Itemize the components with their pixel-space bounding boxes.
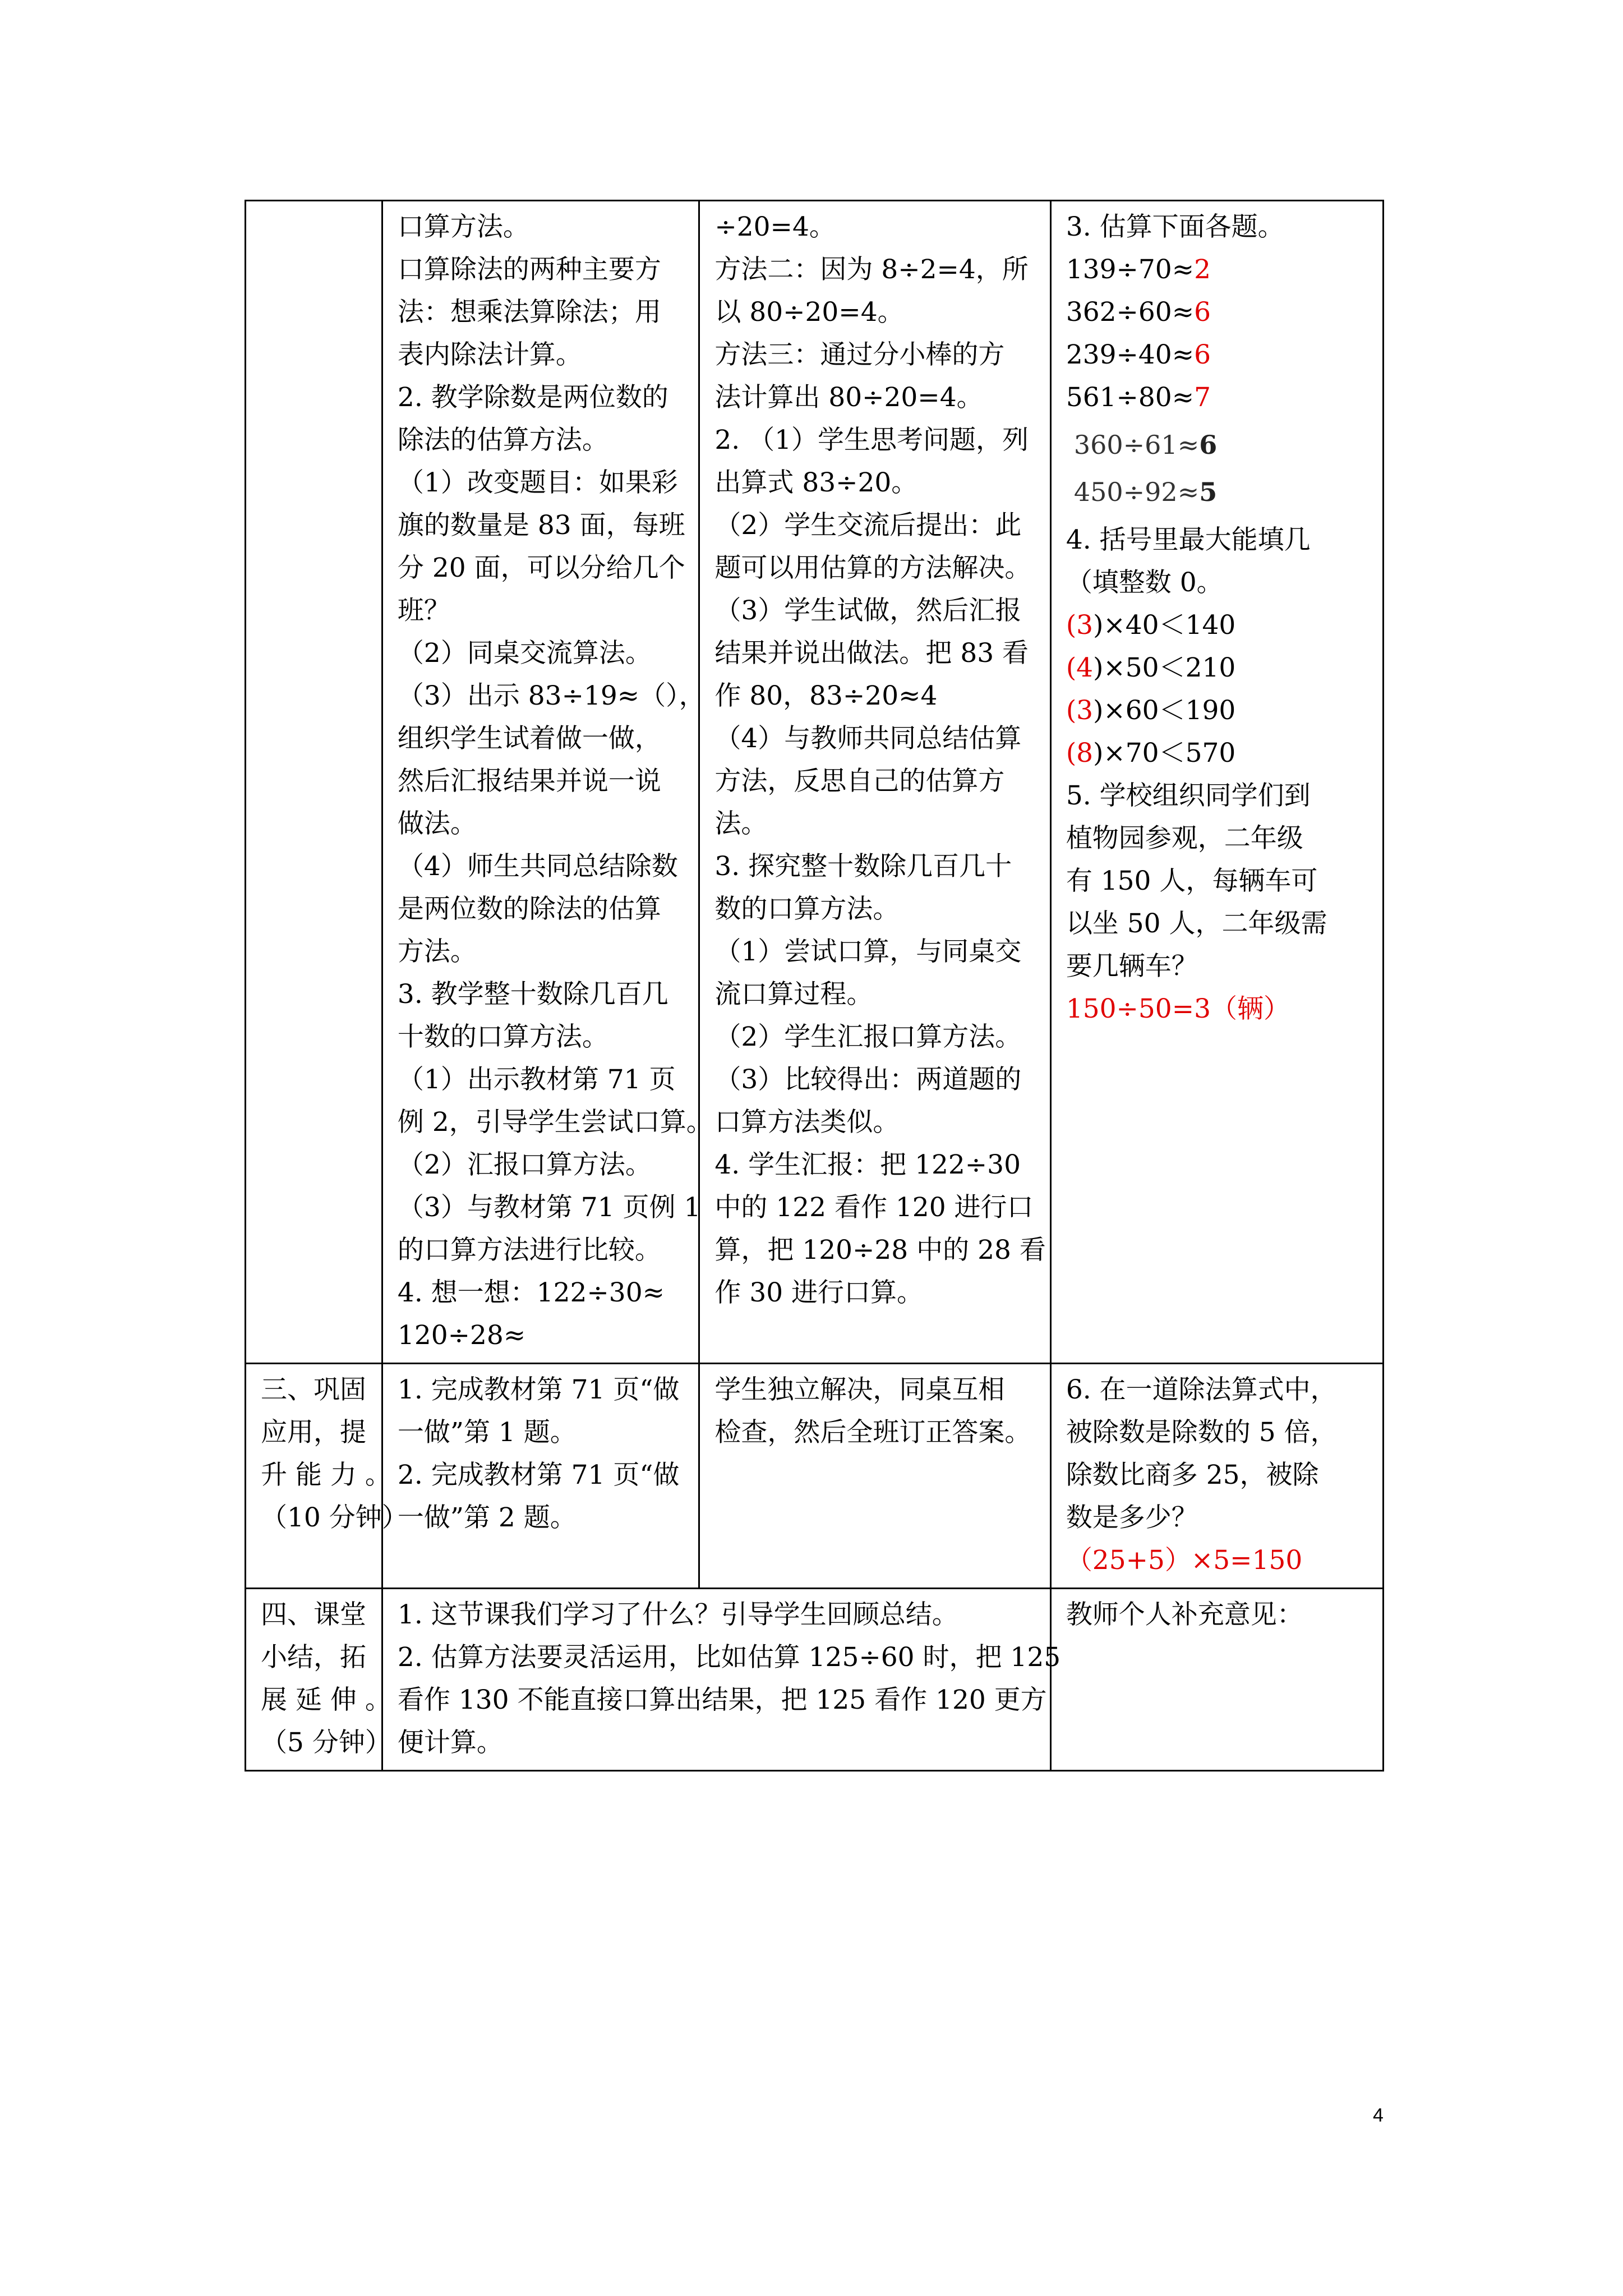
- text-line: 做法。: [397, 808, 477, 839]
- exercise-6-answer: （25+5）×5=150: [1066, 1545, 1303, 1576]
- text-line: （2）学生汇报口算方法。: [714, 1022, 1022, 1052]
- estimate-figure: [1066, 421, 1372, 516]
- text-line: 方法。: [397, 936, 477, 967]
- text-line: （2）汇报口算方法。: [397, 1149, 652, 1180]
- text-line: 流口算过程。: [714, 979, 873, 1010]
- text-line: 3. 教学整十数除几百几: [397, 979, 668, 1010]
- text-line: 检查，然后全班订正答案。: [714, 1417, 1031, 1448]
- estimate-item: 239÷40≈6: [1066, 339, 1211, 370]
- text-line: 以坐 50 人，二年级需: [1066, 908, 1327, 939]
- text-line: 表内除法计算。: [397, 339, 582, 370]
- text-line: 以 80÷20=4。: [714, 297, 904, 328]
- text-line: 旗的数量是 83 面，每班: [397, 510, 685, 541]
- text-line: 5. 学校组织同学们到: [1066, 780, 1311, 811]
- text-line: 三、巩固: [261, 1374, 366, 1405]
- text-line: 被除数是除数的 5 倍，: [1066, 1417, 1337, 1448]
- text-line: 例 2，引导学生尝试口算。: [397, 1107, 713, 1138]
- text-line: （1）尝试口算，与同桌交: [714, 936, 1022, 967]
- text-line: 升 能 力 。: [261, 1460, 391, 1490]
- text-line: 应用，提: [261, 1417, 366, 1448]
- table-row: [246, 1364, 1384, 1589]
- stage-cell: [246, 1589, 391, 1771]
- teacher-activity-cell: [382, 1364, 699, 1589]
- exercise-6-text: [1066, 1369, 1372, 1539]
- text-line: 要几辆车？: [1066, 951, 1198, 982]
- text-line: 除法的估算方法。: [397, 425, 608, 455]
- text-line: 结果并说出做法。把 83 看: [714, 638, 1029, 669]
- text-line: 中的 122 看作 120 进行口: [714, 1192, 1034, 1223]
- stage-cell: [246, 1364, 408, 1589]
- text-line: 题可以用估算的方法解决。: [714, 553, 1031, 583]
- text-line: 6. 在一道除法算式中，: [1066, 1374, 1337, 1405]
- text-line: 然后汇报结果并说一说: [397, 766, 661, 797]
- text-line: 4. 想一想：122÷30≈: [397, 1277, 665, 1308]
- text-line: 植物园参观，二年级: [1066, 823, 1303, 854]
- text-line: 2. （1）学生思考问题，列: [714, 425, 1029, 455]
- text-line: 教师个人补充意见：: [1066, 1599, 1303, 1630]
- text-line: 法：想乘法算除法；用: [397, 297, 661, 328]
- text-line: （10 分钟）: [261, 1502, 408, 1533]
- text-line: 除数比商多 25，被除: [1066, 1460, 1319, 1490]
- text-line: 3. 探究整十数除几百几十: [714, 851, 1012, 882]
- exercise-4-subtitle: （填整数 0。: [1066, 567, 1223, 598]
- text-line: 分 20 面，可以分给几个: [397, 553, 685, 583]
- text-line: 1. 这节课我们学习了什么？引导学生回顾总结。: [397, 1599, 958, 1630]
- fill-item: (8)×70＜570: [1066, 738, 1236, 769]
- text-line: 方法三：通过分小棒的方: [714, 339, 1005, 370]
- text-line: 小结，拓: [261, 1642, 366, 1673]
- design-exercise-cell: [1050, 1364, 1383, 1589]
- summary-cell: [382, 1589, 1061, 1771]
- answer-text: 2: [1194, 254, 1211, 285]
- answer-text: 6: [1194, 339, 1211, 370]
- exercise-3-items: [1066, 249, 1372, 419]
- text-line: 方法，反思自己的估算方: [714, 766, 1005, 797]
- text-line: （3）比较得出：两道题的: [714, 1064, 1022, 1095]
- estimate-item: 362÷60≈6: [1066, 297, 1211, 328]
- text-line: （2）同桌交流算法。: [397, 638, 652, 669]
- text-line: （1）出示教材第 71 页: [397, 1064, 676, 1095]
- figure-line: 450÷92≈5: [1073, 477, 1218, 507]
- fill-item: (3)×40＜140: [1066, 610, 1236, 641]
- student-activity-cell: [699, 201, 1050, 1364]
- text-line: 十数的口算方法。: [397, 1022, 608, 1052]
- text-line: （3）与教材第 71 页例 1: [397, 1192, 701, 1223]
- student-activity-cell: [699, 1364, 1050, 1589]
- text-line: 出算式 83÷20。: [714, 467, 918, 498]
- text-line: 口算方法。: [397, 211, 529, 242]
- text-line: （3）出示 83÷19≈（），: [397, 680, 706, 711]
- text-line: 4. 学生汇报：把 122÷30: [714, 1149, 1021, 1180]
- answer-text: 6: [1194, 297, 1211, 328]
- exercise-5-answer: 150÷50=3（辆）: [1066, 993, 1290, 1024]
- text-line: 班？: [397, 595, 450, 626]
- estimate-item: 139÷70≈2: [1066, 254, 1211, 285]
- text-line: 学生独立解决，同桌互相: [714, 1374, 1005, 1405]
- text-line: 120÷28≈: [397, 1320, 526, 1351]
- text-line: 2. 教学除数是两位数的: [397, 382, 668, 413]
- text-line: 一做”第 2 题。: [397, 1502, 577, 1533]
- lesson-plan-table: [245, 200, 1384, 1772]
- page-number: 4: [1373, 2105, 1384, 2126]
- text-line: 看作 130 不能直接口算出结果，把 125 看作 120 更方: [397, 1685, 1047, 1715]
- text-line: （1）改变题目：如果彩: [397, 467, 678, 498]
- text-line: 1. 完成教材第 71 页“做: [397, 1374, 680, 1405]
- figure-line: 360÷61≈6: [1073, 430, 1218, 460]
- text-line: 2. 估算方法要灵活运用，比如估算 125÷60 时，把 125: [397, 1642, 1061, 1673]
- text-line: 一做”第 1 题。: [397, 1417, 577, 1448]
- exercise-4-title: 4. 括号里最大能填几: [1066, 524, 1311, 555]
- fill-item: (4)×50＜210: [1066, 652, 1236, 683]
- text-line: 方法二：因为 8÷2=4，所: [714, 254, 1029, 285]
- text-line: 展 延 伸 。: [261, 1685, 391, 1715]
- text-line: 是两位数的除法的估算: [397, 894, 661, 924]
- text-line: 算，把 120÷28 中的 28 看: [714, 1235, 1046, 1266]
- text-line: （4）与教师共同总结估算: [714, 723, 1022, 754]
- text-line: 有 150 人，每辆车可: [1066, 866, 1318, 896]
- text-line: 便计算。: [397, 1727, 503, 1758]
- text-line: 作 80，83÷20≈4: [714, 680, 938, 711]
- text-line: （5 分钟）: [261, 1727, 391, 1758]
- text-line: （2）学生交流后提出：此: [714, 510, 1022, 541]
- text-line: 数的口算方法。: [714, 894, 900, 924]
- text-line: 口算方法类似。: [714, 1107, 900, 1138]
- text-line: 组织学生试着做一做，: [397, 723, 661, 754]
- text-line: 数是多少？: [1066, 1502, 1198, 1533]
- text-line: 的口算方法进行比较。: [397, 1235, 661, 1266]
- text-line: （4）师生共同总结除数: [397, 851, 678, 882]
- text-line: 四、课堂: [261, 1599, 366, 1630]
- exercise-3-title: 3. 估算下面各题。: [1066, 211, 1284, 242]
- answer-text: 7: [1194, 382, 1211, 413]
- fill-item: (3)×60＜190: [1066, 695, 1236, 726]
- table-row: [246, 1589, 1384, 1771]
- text-line: ÷20=4。: [714, 211, 836, 242]
- text-line: 法。: [714, 808, 768, 839]
- text-line: 法计算出 80÷20=4。: [714, 382, 983, 413]
- exercise-4-items: [1066, 604, 1372, 775]
- text-line: 作 30 进行口算。: [714, 1277, 924, 1308]
- text-line: 口算除法的两种主要方: [397, 254, 661, 285]
- text-line: （3）学生试做，然后汇报: [714, 595, 1022, 626]
- design-exercise-cell: [1050, 201, 1383, 1364]
- text-line: 2. 完成教材第 71 页“做: [397, 1460, 680, 1490]
- exercise-5-text: [1066, 775, 1372, 988]
- estimate-item: 561÷80≈7: [1066, 382, 1211, 413]
- stage-cell: [246, 201, 382, 1364]
- teacher-activity-cell: [382, 201, 713, 1364]
- teacher-notes-cell: [1050, 1589, 1383, 1771]
- table-row: [246, 201, 1384, 1364]
